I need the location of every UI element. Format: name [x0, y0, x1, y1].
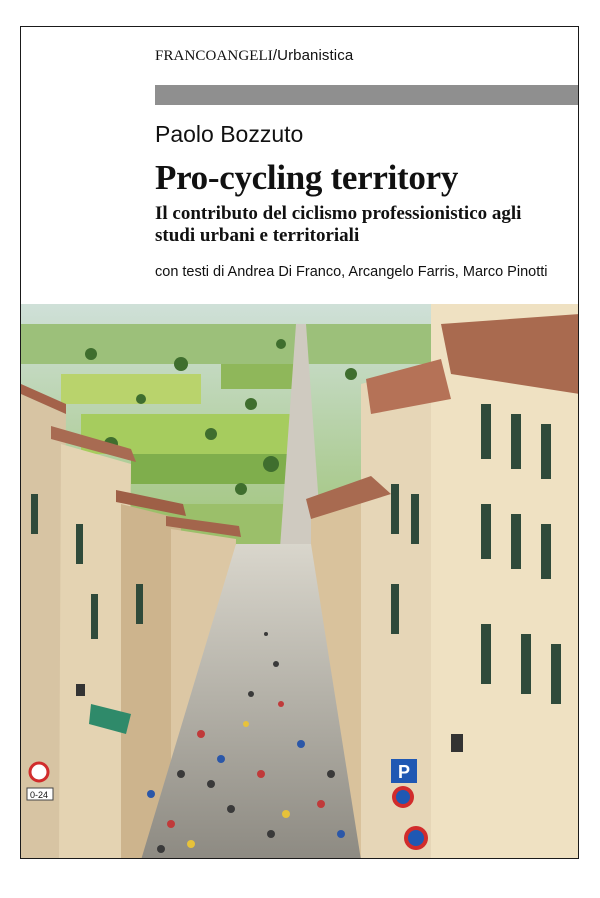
series-name: /Urbanistica: [272, 47, 354, 64]
book-title: Pro-cycling territory: [155, 158, 459, 197]
cover-photo-illustration: [21, 304, 579, 859]
subtitle-line-2: studi urbani e territoriali: [155, 225, 360, 246]
speed-sign: [30, 763, 48, 781]
parking-sign-label: P: [398, 762, 411, 782]
publisher-line: [155, 47, 353, 65]
author-name: Paolo Bozzuto: [155, 121, 304, 147]
street-lamp: [451, 734, 463, 752]
book-cover: [20, 26, 579, 859]
publisher-name: FRANCOANGELI: [155, 48, 273, 64]
gray-band: [155, 85, 579, 105]
subtitle-line-1: Il contributo del ciclismo professionistico agli: [155, 203, 522, 224]
hours-sign-label: 0-24: [30, 790, 49, 800]
cover-photo: [21, 304, 579, 859]
book-subtitle: [155, 203, 565, 247]
contributors-line: con testi di Andrea Di Franco, Arcangelo Farris, Marco Pinotti: [155, 264, 548, 280]
